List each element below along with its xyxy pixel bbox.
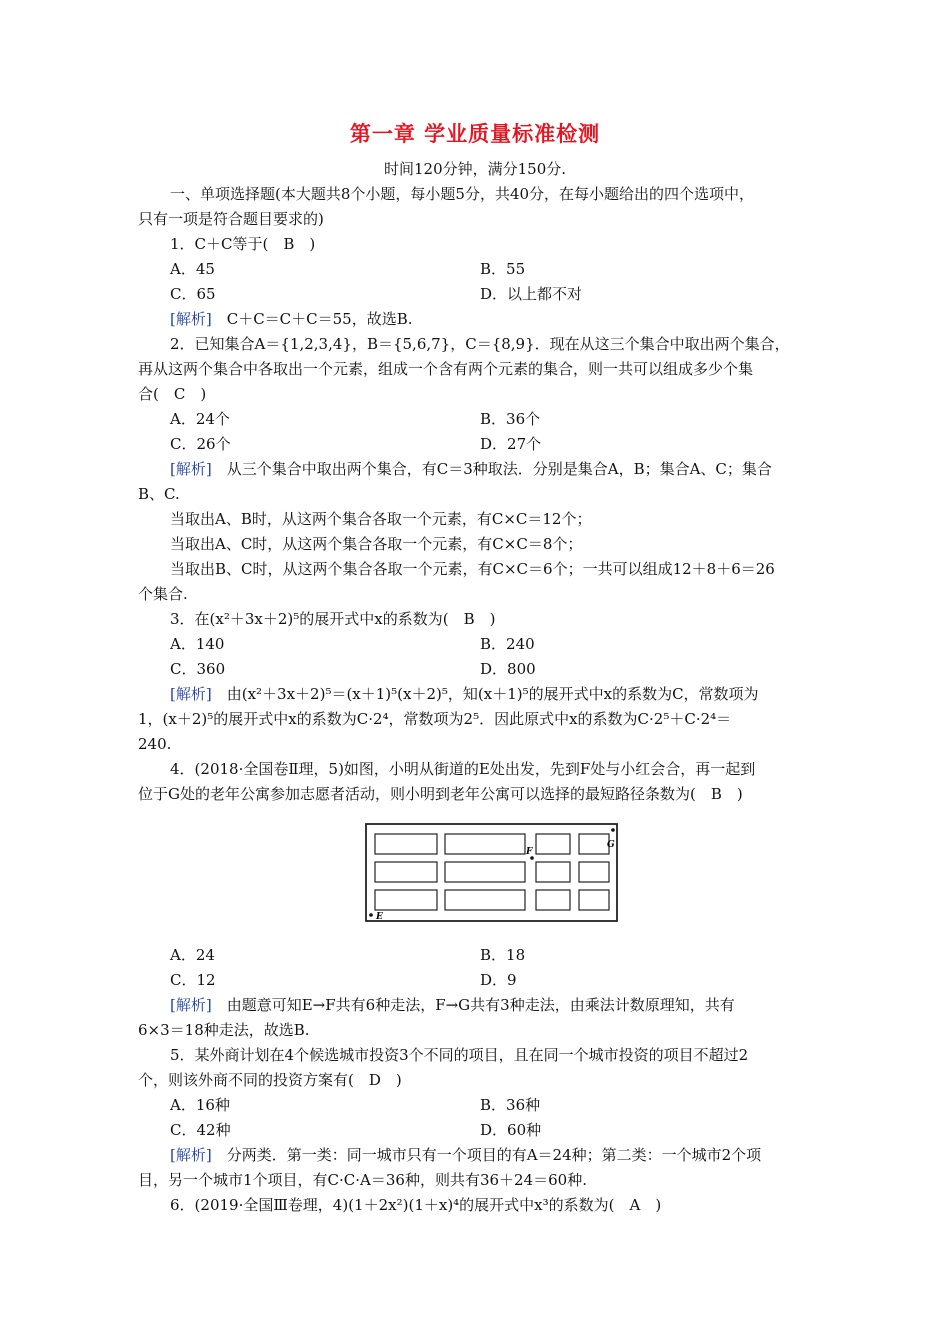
analysis-text: 分两类．第一类：同一城市只有一个项目的有A＝24种；第二类：一个城市2个项 <box>211 1146 762 1164</box>
street-block <box>536 834 570 854</box>
street-block <box>579 834 609 854</box>
option-a: A．24个 <box>170 410 230 428</box>
analysis-line <box>170 308 413 330</box>
option-c: C．65 <box>170 285 216 303</box>
analysis-text: 当取出B、C时，从这两个集合各取一个元素，有C×C＝6个；一共可以组成12＋8＋6＝26 <box>170 560 775 578</box>
analysis-text: 当取出A、C时，从这两个集合各取一个元素，有C×C＝8个； <box>170 535 583 553</box>
question-stem: 2．已知集合A＝{1,2,3,4}，B＝{5,6,7}，C＝{8,9}．现在从这三个集合中取出两个集合， <box>170 335 790 353</box>
option-a: A．140 <box>170 635 225 653</box>
option-d: D．以上都不对 <box>480 285 583 303</box>
street-block <box>536 890 570 910</box>
analysis-text: 1，(x＋2)⁵的展开式中x的系数为C·2⁴，常数项为2⁵．因此原式中x的系数为C·2⁵＋C·2⁴＝ <box>138 710 732 728</box>
analysis-text: 6×3＝18种走法，故选B. <box>138 1021 310 1039</box>
option-b: B．18 <box>480 946 526 964</box>
question-stem: 4．(2018·全国卷Ⅱ理，5)如图，小明从街道的E处出发，先到F处与小红会合，再一起到 <box>170 760 756 778</box>
analysis-text: 由题意可知E→F共有6种走法，F→G共有3种走法，由乘法计数原理知，共有 <box>211 996 735 1014</box>
option-a: A．16种 <box>170 1096 230 1114</box>
analysis-text: 个集合. <box>138 585 188 603</box>
page-title: 第一章 学业质量标准检测 <box>349 122 601 146</box>
street-block <box>536 862 570 882</box>
option-c: C．360 <box>170 660 226 678</box>
street-block <box>375 834 437 854</box>
section-intro-line: 只有一项是符合题目要求的) <box>138 210 324 228</box>
option-b: B．36个 <box>480 410 541 428</box>
analysis-text: 从三个集合中取出两个集合，有C＝3种取法．分别是集合A，B；集合A、C；集合 <box>211 460 772 478</box>
option-b: B．55 <box>480 260 526 278</box>
label-f: F <box>526 847 533 857</box>
street-block <box>375 862 437 882</box>
street-block <box>445 834 525 854</box>
street-block <box>579 862 609 882</box>
analysis-tag: [解析] <box>170 460 212 478</box>
analysis-tag: [解析] <box>170 310 212 328</box>
option-d: D．800 <box>480 660 536 678</box>
analysis-text: 由(x²＋3x＋2)⁵＝(x＋1)⁵(x＋2)⁵，知(x＋1)⁵的展开式中x的系数为C，常数项为 <box>211 685 759 703</box>
analysis-text: B、C. <box>138 485 180 503</box>
analysis-line <box>170 1144 761 1166</box>
question-stem: 合( C ) <box>138 385 207 403</box>
analysis-text: 当取出A、B时，从这两个集合各取一个元素，有C×C＝12个； <box>170 510 592 528</box>
analysis-tag: [解析] <box>170 685 212 703</box>
question-stem: 位于G处的老年公寓参加志愿者活动，则小明到老年公寓可以选择的最短路径条数为( B ) <box>138 785 743 803</box>
street-map-figure <box>365 823 619 923</box>
question-stem: 3．在(x²＋3x＋2)⁵的展开式中x的系数为( B ) <box>170 610 496 628</box>
analysis-tag: [解析] <box>170 996 212 1014</box>
street-block <box>375 890 437 910</box>
option-c: C．26个 <box>170 435 231 453</box>
question-stem: 再从这两个集合中各取出一个元素，组成一个含有两个元素的集合，则一共可以组成多少个集 <box>138 360 754 378</box>
option-d: D．9 <box>480 971 517 989</box>
option-c: C．42种 <box>170 1121 231 1139</box>
page-subtitle: 时间120分钟，满分150分. <box>383 160 567 178</box>
option-a: A．24 <box>170 946 215 964</box>
option-d: D．27个 <box>480 435 542 453</box>
street-block <box>445 862 525 882</box>
analysis-line <box>170 994 735 1016</box>
point-g <box>611 828 615 832</box>
question-stem: 6．(2019·全国Ⅲ卷理，4)(1＋2x²)(1＋x)⁴的展开式中x³的系数为( A ) <box>170 1196 662 1214</box>
analysis-tag: [解析] <box>170 1146 212 1164</box>
question-stem: 1．C＋C等于( B ) <box>170 235 316 253</box>
question-stem: 5．某外商计划在4个候选城市投资3个不同的项目，且在同一个城市投资的项目不超过2 <box>170 1046 749 1064</box>
question-stem: 个，则该外商不同的投资方案有( D ) <box>138 1071 402 1089</box>
label-e: E <box>376 912 383 922</box>
analysis-line <box>170 683 759 705</box>
street-block <box>579 890 609 910</box>
option-c: C．12 <box>170 971 216 989</box>
analysis-line <box>170 458 772 480</box>
option-b: B．240 <box>480 635 535 653</box>
analysis-text: 240. <box>138 735 172 753</box>
analysis-text: 目，另一个城市1个项目，有C·C·A＝36种，则共有36＋24＝60种. <box>138 1171 587 1189</box>
option-a: A．45 <box>170 260 215 278</box>
label-g: G <box>607 840 615 850</box>
section-intro-line: 一、单项选择题(本大题共8个小题，每小题5分，共40分，在每小题给出的四个选项中， <box>170 185 755 203</box>
analysis-text: C＋C＝C＋C＝55，故选B. <box>211 310 413 328</box>
point-e <box>369 913 373 917</box>
street-block <box>445 890 525 910</box>
option-b: B．36种 <box>480 1096 541 1114</box>
option-d: D．60种 <box>480 1121 542 1139</box>
